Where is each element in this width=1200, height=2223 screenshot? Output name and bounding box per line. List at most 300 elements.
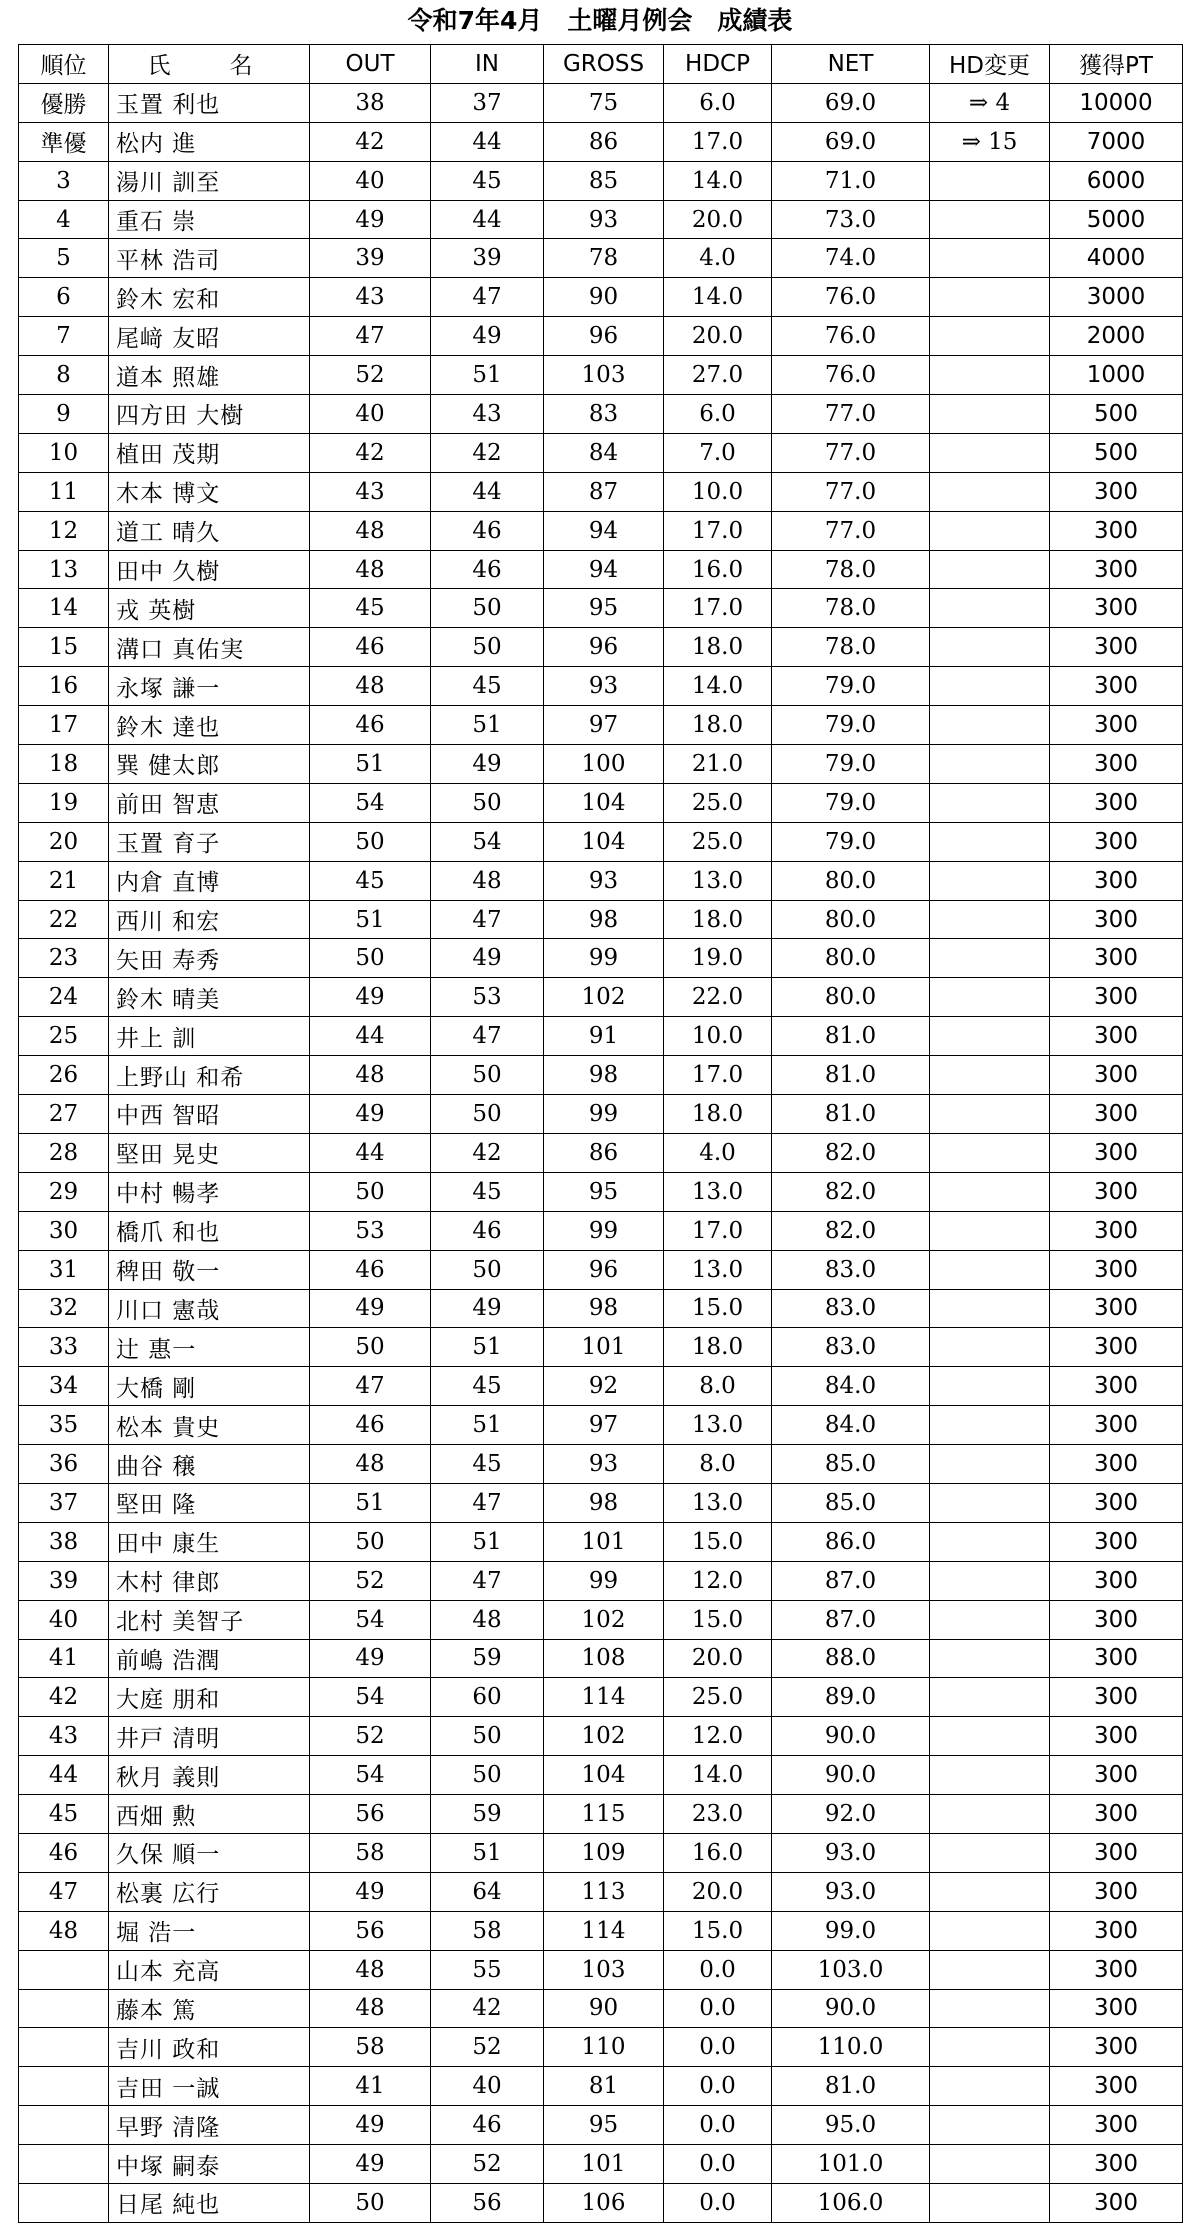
results-body	[19, 83, 1183, 2222]
hd-change-cell	[930, 745, 1050, 784]
table-row	[19, 1133, 1183, 1172]
gross-cell: 85	[544, 161, 664, 200]
gross-cell: 98	[544, 1483, 664, 1522]
table-row	[19, 1250, 1183, 1289]
points-cell: 300	[1050, 900, 1183, 939]
hd-change-cell	[930, 317, 1050, 356]
hdcp-cell: 25.0	[664, 1678, 772, 1717]
hdcp-cell: 19.0	[664, 939, 772, 978]
net-cell: 81.0	[772, 1017, 930, 1056]
rank-cell: 44	[19, 1756, 109, 1795]
name-cell: 辻 惠一	[109, 1328, 310, 1367]
net-cell: 95.0	[772, 2106, 930, 2145]
name-cell: 尾﨑 友昭	[109, 317, 310, 356]
gross-cell: 99	[544, 939, 664, 978]
points-cell: 300	[1050, 1367, 1183, 1406]
gross-cell: 104	[544, 822, 664, 861]
table-row	[19, 2183, 1183, 2222]
points-cell: 300	[1050, 1017, 1183, 1056]
table-row	[19, 1989, 1183, 2028]
name-cell: 大庭 朋和	[109, 1678, 310, 1717]
rank-cell: 14	[19, 589, 109, 628]
hd-change-cell	[930, 589, 1050, 628]
rank-cell: 6	[19, 278, 109, 317]
hdcp-cell: 13.0	[664, 1250, 772, 1289]
name-cell: 川口 憲哉	[109, 1289, 310, 1328]
hd-change-cell	[930, 667, 1050, 706]
net-cell: 80.0	[772, 939, 930, 978]
gross-cell: 113	[544, 1872, 664, 1911]
hdcp-cell: 17.0	[664, 511, 772, 550]
in-cell: 50	[431, 1717, 544, 1756]
rank-cell: 40	[19, 1600, 109, 1639]
net-cell: 77.0	[772, 511, 930, 550]
net-cell: 69.0	[772, 83, 930, 122]
hdcp-cell: 4.0	[664, 239, 772, 278]
rank-cell	[19, 2067, 109, 2106]
out-cell: 46	[310, 1250, 431, 1289]
hd-change-cell	[930, 2106, 1050, 2145]
rank-cell: 12	[19, 511, 109, 550]
in-cell: 42	[431, 433, 544, 472]
hd-change-cell	[930, 783, 1050, 822]
in-cell: 40	[431, 2067, 544, 2106]
net-cell: 79.0	[772, 822, 930, 861]
net-cell: 85.0	[772, 1445, 930, 1484]
gross-cell: 93	[544, 1445, 664, 1484]
name-cell: 鈴木 達也	[109, 706, 310, 745]
hdcp-cell: 13.0	[664, 1406, 772, 1445]
hdcp-cell: 18.0	[664, 628, 772, 667]
out-cell: 41	[310, 2067, 431, 2106]
in-cell: 45	[431, 1367, 544, 1406]
points-cell: 300	[1050, 1989, 1183, 2028]
hdcp-cell: 20.0	[664, 317, 772, 356]
name-cell: 山本 充高	[109, 1950, 310, 1989]
net-cell: 92.0	[772, 1795, 930, 1834]
out-cell: 52	[310, 1561, 431, 1600]
hd-change-cell	[930, 395, 1050, 434]
rank-cell: 10	[19, 433, 109, 472]
name-cell: 平林 浩司	[109, 239, 310, 278]
table-row	[19, 1795, 1183, 1834]
gross-cell: 92	[544, 1367, 664, 1406]
in-cell: 47	[431, 1561, 544, 1600]
gross-cell: 97	[544, 1406, 664, 1445]
table-row	[19, 745, 1183, 784]
rank-cell: 9	[19, 395, 109, 434]
name-cell: 吉川 政和	[109, 2028, 310, 2067]
gross-cell: 95	[544, 2106, 664, 2145]
table-row	[19, 706, 1183, 745]
name-cell: 中村 暢孝	[109, 1172, 310, 1211]
gross-cell: 99	[544, 1211, 664, 1250]
rank-cell: 28	[19, 1133, 109, 1172]
rank-cell: 32	[19, 1289, 109, 1328]
points-cell: 300	[1050, 511, 1183, 550]
hd-change-cell	[930, 1483, 1050, 1522]
gross-cell: 106	[544, 2183, 664, 2222]
rank-cell	[19, 2028, 109, 2067]
name-cell: 藤本 篤	[109, 1989, 310, 2028]
net-cell: 74.0	[772, 239, 930, 278]
table-row	[19, 2106, 1183, 2145]
rank-cell: 4	[19, 200, 109, 239]
name-cell: 道本 照雄	[109, 356, 310, 395]
hdcp-cell: 0.0	[664, 1989, 772, 2028]
hd-change-cell	[930, 1833, 1050, 1872]
table-row	[19, 1095, 1183, 1134]
hd-change-cell	[930, 1989, 1050, 2028]
name-cell: 井戸 清明	[109, 1717, 310, 1756]
name-cell: 四方田 大樹	[109, 395, 310, 434]
in-cell: 52	[431, 2028, 544, 2067]
out-cell: 52	[310, 356, 431, 395]
hd-change-cell	[930, 1017, 1050, 1056]
name-cell: 中西 智昭	[109, 1095, 310, 1134]
gross-cell: 101	[544, 2145, 664, 2184]
hd-change-cell	[930, 1289, 1050, 1328]
points-cell: 300	[1050, 589, 1183, 628]
hdcp-cell: 14.0	[664, 1756, 772, 1795]
hdcp-cell: 13.0	[664, 1172, 772, 1211]
gross-cell: 91	[544, 1017, 664, 1056]
hdcp-cell: 16.0	[664, 1833, 772, 1872]
net-cell: 106.0	[772, 2183, 930, 2222]
hdcp-cell: 22.0	[664, 978, 772, 1017]
name-cell: 玉置 育子	[109, 822, 310, 861]
out-cell: 50	[310, 1172, 431, 1211]
out-cell: 44	[310, 1017, 431, 1056]
name-cell: 松内 進	[109, 122, 310, 161]
hd-change-cell: ⇒ 15	[930, 122, 1050, 161]
gross-cell: 95	[544, 1172, 664, 1211]
rank-cell	[19, 2183, 109, 2222]
hd-change-cell	[930, 1872, 1050, 1911]
hdcp-cell: 10.0	[664, 1017, 772, 1056]
in-cell: 58	[431, 1911, 544, 1950]
points-cell: 300	[1050, 1328, 1183, 1367]
table-row	[19, 1211, 1183, 1250]
points-cell: 300	[1050, 1833, 1183, 1872]
in-cell: 37	[431, 83, 544, 122]
name-cell: 湯川 訓至	[109, 161, 310, 200]
rank-cell: 37	[19, 1483, 109, 1522]
hd-change-cell	[930, 1756, 1050, 1795]
table-row	[19, 472, 1183, 511]
rank-cell: 22	[19, 900, 109, 939]
net-cell: 99.0	[772, 1911, 930, 1950]
gross-cell: 102	[544, 1717, 664, 1756]
rank-cell: 21	[19, 861, 109, 900]
gross-cell: 99	[544, 1095, 664, 1134]
points-cell: 300	[1050, 1172, 1183, 1211]
out-cell: 48	[310, 1056, 431, 1095]
hd-change-cell	[930, 1911, 1050, 1950]
gross-cell: 110	[544, 2028, 664, 2067]
in-cell: 53	[431, 978, 544, 1017]
hdcp-cell: 14.0	[664, 667, 772, 706]
name-cell: 日尾 純也	[109, 2183, 310, 2222]
in-cell: 51	[431, 706, 544, 745]
rank-cell: 41	[19, 1639, 109, 1678]
hd-change-cell	[930, 822, 1050, 861]
out-cell: 43	[310, 472, 431, 511]
gross-cell: 104	[544, 783, 664, 822]
hdcp-cell: 20.0	[664, 1639, 772, 1678]
in-cell: 45	[431, 1445, 544, 1484]
in-cell: 44	[431, 122, 544, 161]
out-cell: 51	[310, 1483, 431, 1522]
gross-cell: 93	[544, 200, 664, 239]
net-cell: 78.0	[772, 550, 930, 589]
hdcp-cell: 12.0	[664, 1561, 772, 1600]
out-cell: 49	[310, 1639, 431, 1678]
gross-cell: 86	[544, 122, 664, 161]
net-cell: 78.0	[772, 628, 930, 667]
gross-cell: 90	[544, 278, 664, 317]
points-cell: 300	[1050, 1211, 1183, 1250]
in-cell: 50	[431, 1056, 544, 1095]
name-cell: 前嶋 浩潤	[109, 1639, 310, 1678]
in-cell: 51	[431, 1328, 544, 1367]
rank-cell: 3	[19, 161, 109, 200]
out-cell: 45	[310, 861, 431, 900]
col-header-hdcp: HDCP	[664, 45, 772, 84]
rank-cell: 19	[19, 783, 109, 822]
table-row	[19, 200, 1183, 239]
rank-cell: 26	[19, 1056, 109, 1095]
net-cell: 76.0	[772, 317, 930, 356]
out-cell: 54	[310, 1756, 431, 1795]
net-cell: 83.0	[772, 1289, 930, 1328]
col-header-hd-change: HD変更	[930, 45, 1050, 84]
rank-cell: 46	[19, 1833, 109, 1872]
points-cell: 3000	[1050, 278, 1183, 317]
hd-change-cell	[930, 239, 1050, 278]
in-cell: 51	[431, 1522, 544, 1561]
out-cell: 49	[310, 1095, 431, 1134]
name-cell: 戎 英樹	[109, 589, 310, 628]
table-row	[19, 1639, 1183, 1678]
rank-cell: 47	[19, 1872, 109, 1911]
name-cell: 矢田 寿秀	[109, 939, 310, 978]
table-row	[19, 667, 1183, 706]
rank-cell: 15	[19, 628, 109, 667]
points-cell: 300	[1050, 978, 1183, 1017]
in-cell: 47	[431, 900, 544, 939]
points-cell: 300	[1050, 667, 1183, 706]
hd-change-cell	[930, 433, 1050, 472]
points-cell: 300	[1050, 1445, 1183, 1484]
table-row	[19, 1483, 1183, 1522]
in-cell: 52	[431, 2145, 544, 2184]
hd-change-cell	[930, 628, 1050, 667]
gross-cell: 96	[544, 317, 664, 356]
hd-change-cell	[930, 2145, 1050, 2184]
net-cell: 78.0	[772, 589, 930, 628]
name-cell: 木村 律郎	[109, 1561, 310, 1600]
rank-cell: 48	[19, 1911, 109, 1950]
points-cell: 300	[1050, 783, 1183, 822]
gross-cell: 114	[544, 1678, 664, 1717]
in-cell: 43	[431, 395, 544, 434]
table-row	[19, 239, 1183, 278]
table-row	[19, 1017, 1183, 1056]
gross-cell: 100	[544, 745, 664, 784]
hdcp-cell: 4.0	[664, 1133, 772, 1172]
hdcp-cell: 12.0	[664, 1717, 772, 1756]
out-cell: 47	[310, 1367, 431, 1406]
col-header-name: 氏 名	[109, 45, 310, 84]
hd-change-cell	[930, 1056, 1050, 1095]
gross-cell: 103	[544, 356, 664, 395]
rank-cell: 8	[19, 356, 109, 395]
table-row	[19, 395, 1183, 434]
hdcp-cell: 0.0	[664, 2028, 772, 2067]
out-cell: 44	[310, 1133, 431, 1172]
in-cell: 56	[431, 2183, 544, 2222]
table-row	[19, 2028, 1183, 2067]
table-row	[19, 278, 1183, 317]
table-row	[19, 589, 1183, 628]
hd-change-cell	[930, 1406, 1050, 1445]
net-cell: 79.0	[772, 745, 930, 784]
hd-change-cell	[930, 200, 1050, 239]
in-cell: 59	[431, 1795, 544, 1834]
out-cell: 48	[310, 1445, 431, 1484]
hd-change-cell	[930, 161, 1050, 200]
points-cell: 300	[1050, 628, 1183, 667]
net-cell: 88.0	[772, 1639, 930, 1678]
out-cell: 48	[310, 1950, 431, 1989]
header-row	[19, 45, 1183, 84]
points-cell: 300	[1050, 1639, 1183, 1678]
table-row	[19, 317, 1183, 356]
hdcp-cell: 14.0	[664, 278, 772, 317]
points-cell: 300	[1050, 1406, 1183, 1445]
points-cell: 300	[1050, 1600, 1183, 1639]
points-cell: 300	[1050, 1289, 1183, 1328]
rank-cell: 34	[19, 1367, 109, 1406]
table-row	[19, 122, 1183, 161]
in-cell: 59	[431, 1639, 544, 1678]
name-cell: 中塚 嗣泰	[109, 2145, 310, 2184]
table-row	[19, 1328, 1183, 1367]
net-cell: 79.0	[772, 706, 930, 745]
out-cell: 56	[310, 1911, 431, 1950]
in-cell: 49	[431, 745, 544, 784]
hdcp-cell: 18.0	[664, 900, 772, 939]
in-cell: 46	[431, 511, 544, 550]
name-cell: 西畑 勲	[109, 1795, 310, 1834]
in-cell: 44	[431, 200, 544, 239]
in-cell: 44	[431, 472, 544, 511]
col-header-out: OUT	[310, 45, 431, 84]
in-cell: 48	[431, 1600, 544, 1639]
hd-change-cell	[930, 278, 1050, 317]
col-header-points: 獲得PT	[1050, 45, 1183, 84]
gross-cell: 87	[544, 472, 664, 511]
points-cell: 300	[1050, 2183, 1183, 2222]
hd-change-cell	[930, 1600, 1050, 1639]
hd-change-cell	[930, 1367, 1050, 1406]
hdcp-cell: 25.0	[664, 822, 772, 861]
in-cell: 64	[431, 1872, 544, 1911]
points-cell: 300	[1050, 1717, 1183, 1756]
net-cell: 82.0	[772, 1172, 930, 1211]
points-cell: 300	[1050, 1133, 1183, 1172]
hd-change-cell	[930, 472, 1050, 511]
out-cell: 46	[310, 628, 431, 667]
table-row	[19, 550, 1183, 589]
net-cell: 90.0	[772, 1756, 930, 1795]
points-cell: 300	[1050, 1561, 1183, 1600]
table-row	[19, 1950, 1183, 1989]
hd-change-cell	[930, 2183, 1050, 2222]
net-cell: 80.0	[772, 861, 930, 900]
gross-cell: 114	[544, 1911, 664, 1950]
net-cell: 82.0	[772, 1211, 930, 1250]
hd-change-cell	[930, 1211, 1050, 1250]
in-cell: 51	[431, 356, 544, 395]
hdcp-cell: 14.0	[664, 161, 772, 200]
out-cell: 48	[310, 511, 431, 550]
hdcp-cell: 13.0	[664, 1483, 772, 1522]
name-cell: 堅田 晃史	[109, 1133, 310, 1172]
name-cell: 稗田 敬一	[109, 1250, 310, 1289]
table-row	[19, 783, 1183, 822]
name-cell: 前田 智恵	[109, 783, 310, 822]
out-cell: 42	[310, 433, 431, 472]
gross-cell: 103	[544, 1950, 664, 1989]
points-cell: 300	[1050, 1795, 1183, 1834]
points-cell: 300	[1050, 861, 1183, 900]
hdcp-cell: 20.0	[664, 1872, 772, 1911]
points-cell: 10000	[1050, 83, 1183, 122]
out-cell: 38	[310, 83, 431, 122]
out-cell: 52	[310, 1717, 431, 1756]
rank-cell: 45	[19, 1795, 109, 1834]
col-header-gross: GROSS	[544, 45, 664, 84]
out-cell: 45	[310, 589, 431, 628]
name-cell: 溝口 真佑実	[109, 628, 310, 667]
in-cell: 47	[431, 1017, 544, 1056]
rank-cell	[19, 2106, 109, 2145]
out-cell: 53	[310, 1211, 431, 1250]
gross-cell: 81	[544, 2067, 664, 2106]
gross-cell: 78	[544, 239, 664, 278]
net-cell: 80.0	[772, 900, 930, 939]
gross-cell: 109	[544, 1833, 664, 1872]
gross-cell: 93	[544, 667, 664, 706]
name-cell: 北村 美智子	[109, 1600, 310, 1639]
hd-change-cell	[930, 900, 1050, 939]
points-cell: 300	[1050, 472, 1183, 511]
points-cell: 1000	[1050, 356, 1183, 395]
net-cell: 76.0	[772, 356, 930, 395]
rank-cell: 優勝	[19, 83, 109, 122]
in-cell: 50	[431, 589, 544, 628]
in-cell: 50	[431, 1250, 544, 1289]
points-cell: 300	[1050, 1522, 1183, 1561]
gross-cell: 90	[544, 1989, 664, 2028]
name-cell: 堀 浩一	[109, 1911, 310, 1950]
table-row	[19, 1833, 1183, 1872]
table-row	[19, 2067, 1183, 2106]
in-cell: 47	[431, 1483, 544, 1522]
name-cell: 松本 貴史	[109, 1406, 310, 1445]
